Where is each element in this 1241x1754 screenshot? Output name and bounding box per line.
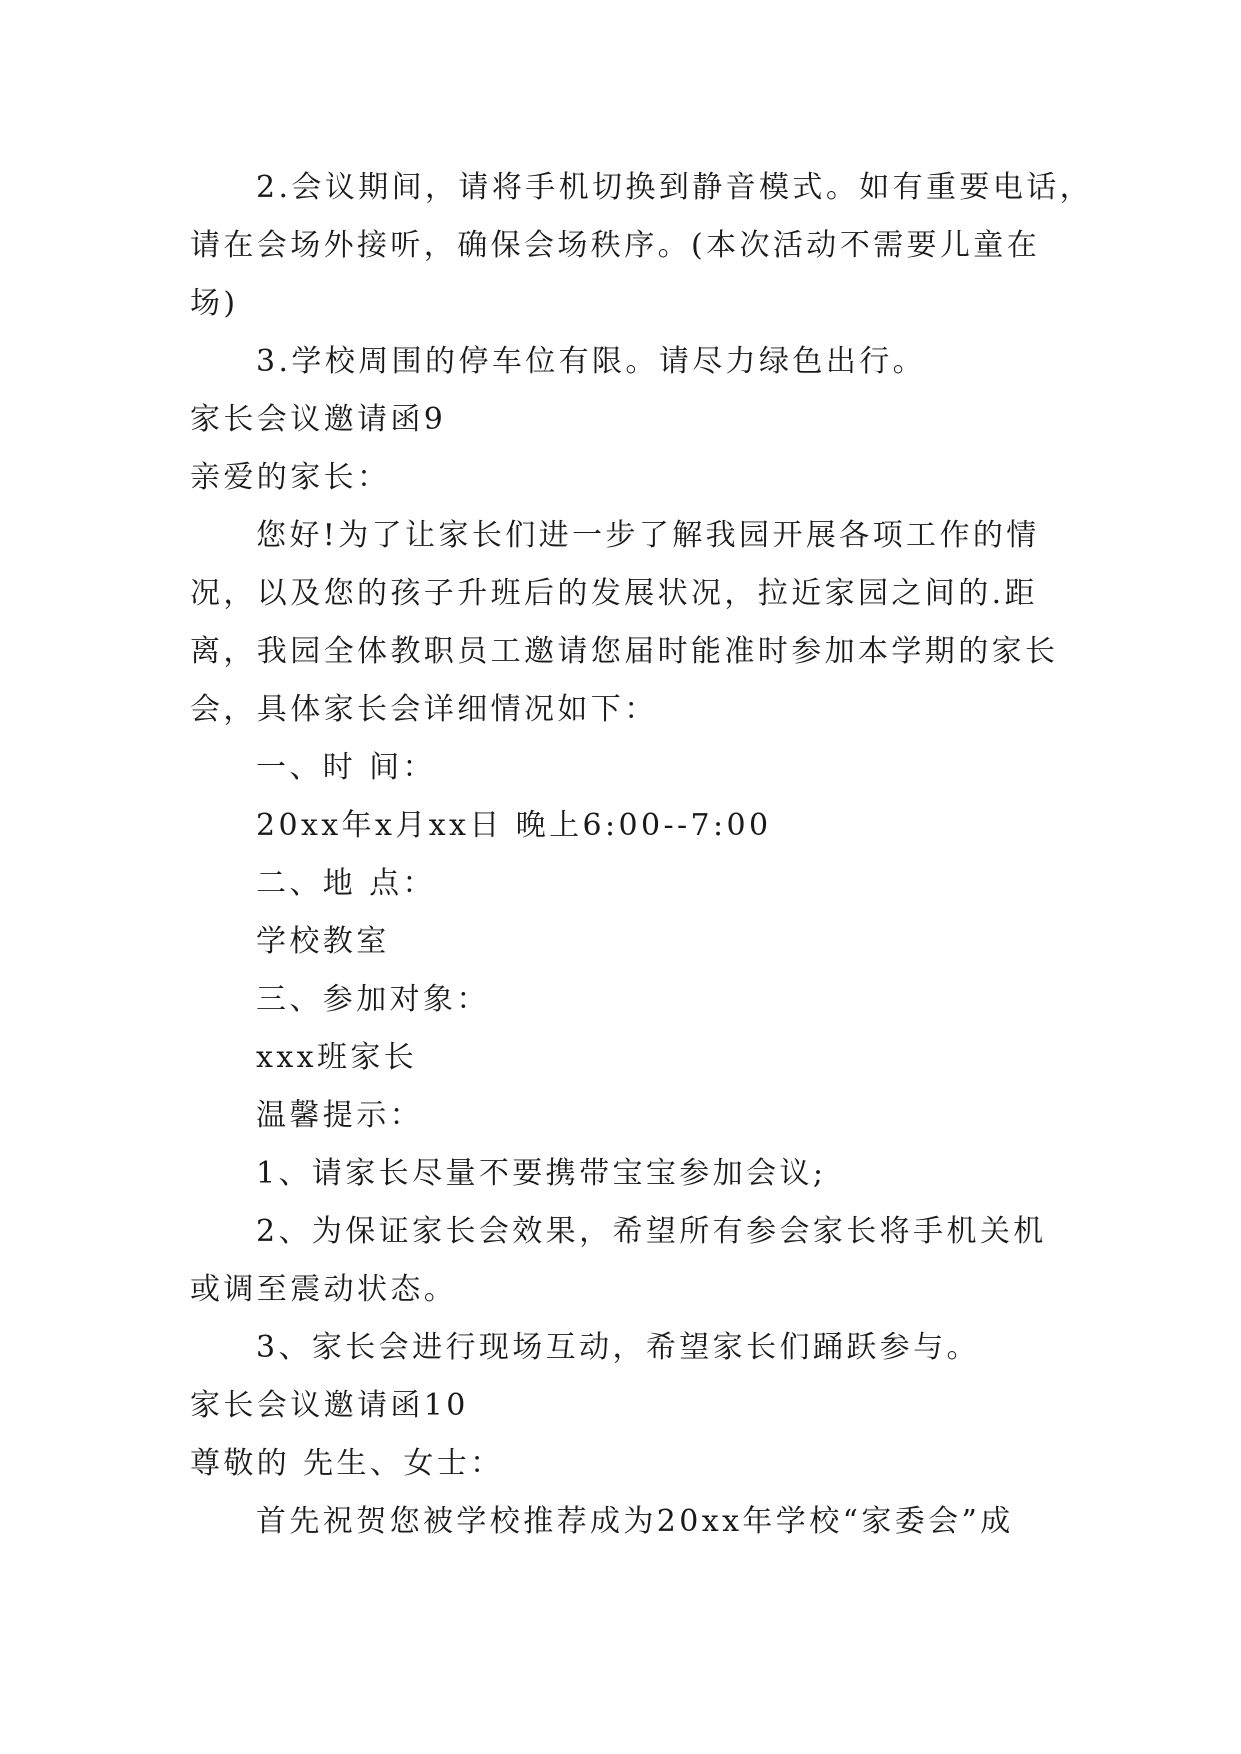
paragraph-line: 请在会场外接听，确保会场秩序。(本次活动不需要儿童在 [190, 228, 1041, 263]
paragraph-line: 况，以及您的孩子升班后的发展状况，拉近家园之间的.距 [190, 576, 1038, 611]
list-item: 1、请家长尽量不要携带宝宝参加会议; [256, 1156, 827, 1191]
list-item: 20xx年x月xx日 晚上6:00--7:00 [256, 808, 772, 843]
paragraph-line: 您好!为了让家长们进一步了解我园开展各项工作的情 [256, 518, 1040, 553]
list-item: 2、为保证家长会效果，希望所有参会家长将手机关机 [256, 1214, 1047, 1249]
paragraph-line: 会，具体家长会详细情况如下： [190, 692, 658, 727]
salutation: 亲爱的家长： [190, 460, 391, 495]
section-title: 家长会议邀请函10 [190, 1388, 469, 1423]
list-heading: 温馨提示： [256, 1098, 423, 1133]
paragraph-line: 2.会议期间，请将手机切换到静音模式。如有重要电话， [256, 170, 1094, 205]
list-item: 学校教室 [256, 924, 390, 959]
list-heading: 一、时 间： [256, 750, 436, 785]
section-title: 家长会议邀请函9 [190, 402, 447, 437]
list-item: 或调至震动状态。 [190, 1272, 458, 1307]
list-heading: 三、参加对象： [256, 982, 490, 1017]
list-item: xxx班家长 [256, 1040, 418, 1075]
list-heading: 二、地 点： [256, 866, 436, 901]
paragraph-line: 首先祝贺您被学校推荐成为20xx年学校“家委会”成 [256, 1504, 1014, 1539]
paragraph-line: 场) [190, 286, 239, 321]
paragraph-line: 3.学校周围的停车位有限。请尽力绿色出行。 [256, 344, 927, 379]
list-item: 3、家长会进行现场互动，希望家长们踊跃参与。 [256, 1330, 980, 1365]
paragraph-line: 离，我园全体教职员工邀请您届时能准时参加本学期的家长 [190, 634, 1059, 669]
salutation: 尊敬的 先生、女士： [190, 1446, 504, 1481]
